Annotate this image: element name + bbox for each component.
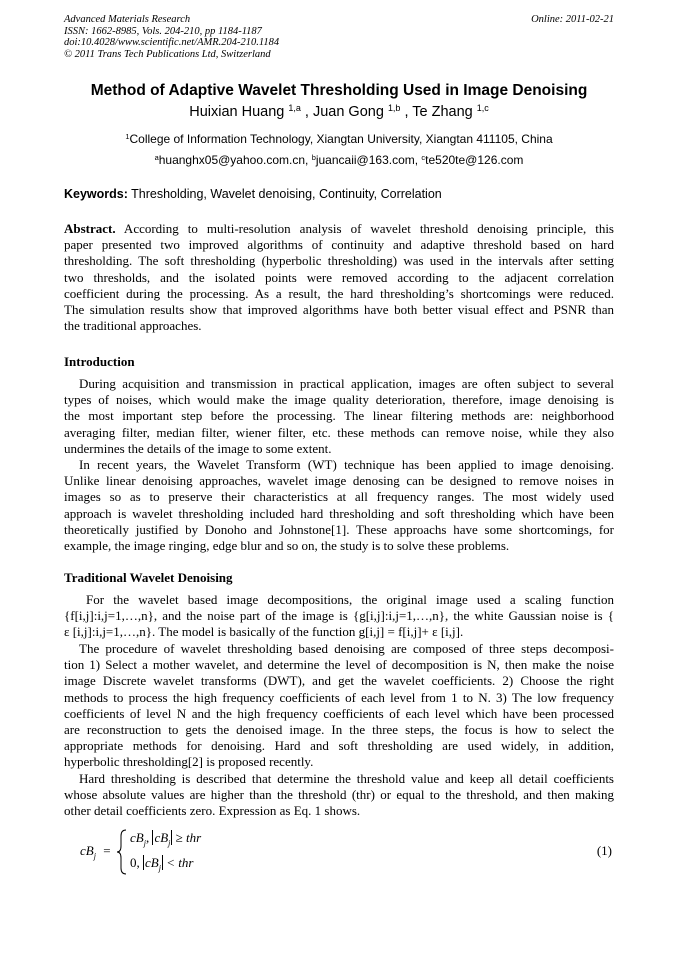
author-sup: 1,a [288,103,301,114]
traditional-paragraph-2 [64,641,614,771]
paragraph-line: coefficients of level N and the high frequency coefficients of each level which have been processed [64,705,614,721]
abstract-label: Abstract. [64,221,116,236]
email-link[interactable]: juancaii@163.com, [315,153,419,167]
paragraph-line: the most important step before the processing. The linear filtering methods are: neighborhood [64,408,614,424]
paragraph-line: methods to process the high frequency coefficients of each level from 1 to N. 3) The low frequency [64,689,614,705]
paragraph-line: The procedure of wavelet thresholding based denoising are composed of three steps decomposi- [79,641,614,656]
email-list [0,153,678,167]
email-link[interactable]: te520te@126.com [425,153,524,167]
author-sup: 1,c [476,103,489,114]
keywords [64,187,442,201]
paper-title: Method of Adaptive Wavelet Thresholding Used in Image Denoising [90,82,588,99]
equation-number: (1) [596,843,612,858]
email-sup: b [311,152,316,162]
author-sup: 1,b [387,103,401,114]
paragraph-line: whose absolute values are higher than the threshold (thr) or equal to the threshold, and then making [64,787,614,803]
paragraph-line: example, the image ringing, edge blur and so on, the study is to solve these problems. [64,538,510,554]
intro-paragraph-2 [64,457,614,554]
equation-case-2: 0, $cB_j$ < thr [130,855,194,873]
affiliation-text: College of Information Technology, Xiangtan University, Xiangtan 411105, China [129,132,553,146]
paragraph-line: averaging filter, median filter, wiener filter, etc. these methods can remove noise, while they also [64,424,614,440]
left-brace [116,828,128,876]
section-heading-traditional: Traditional Wavelet Denoising [64,570,233,585]
paragraph-line: Hard thresholding is described that determine the threshold value and keep all detail coefficients [79,771,614,786]
abstract-line: the traditional approaches. [64,318,202,334]
keywords-label: Keywords: [64,187,128,201]
paragraph-line: are reconstruction to gets the denoised image. In the three steps, the focus is how to select the [64,722,614,738]
abstract-line: two thresholds, and the isolated points were removed according to the adjacent correlation [64,269,614,285]
paragraph-line: undermines the details of the image to some extent. [64,440,332,456]
email-link[interactable]: huanghx05@yahoo.com.cn, [158,153,309,167]
paragraph-line: During acquisition and transmission in practical application, images are often subject to several [79,376,614,391]
abstract-line: According to multi-resolution analysis of wavelet threshold denoising principle, this [115,221,614,236]
intro-paragraph-1 [64,376,614,457]
paragraph-line: In recent years, the Wavelet Transform (WT) technique has been applied to image denoising. [79,457,614,472]
paragraph-line: other detail coefficients zero. Expression as Eq. 1 shows. [64,803,361,819]
paragraph-line: types of noises, which would make the image quality deterioration, therefore, image denoising is [64,392,614,408]
author-list [0,104,678,120]
author-name: , Juan Gong [304,104,384,120]
affiliation-sup: 1 [125,131,130,141]
paragraph-line: For the wavelet based image decompositions, the original image used a scaling function [86,592,614,607]
abstract-line: coefficient during the processing. As a result, the hard thresholding’s shortcomings were reduced. [64,285,614,301]
paragraph-line: appropriate methods for denoising. Hard and soft thresholding are used widely, in addition, [64,738,614,754]
online-date: Online: 2011-02-21 [531,14,614,25]
doi: doi:10.4028/www.scientific.net/AMR.204-210.1184 [64,37,280,48]
equation-1 [80,828,620,876]
journal-name: Advanced Materials Research [64,14,191,25]
email-sup: a [154,152,159,162]
author-name: Huixian Huang [189,104,285,120]
abstract [64,221,614,334]
author-name: , Te Zhang [404,104,473,120]
equation-lhs: $cB_j$ = [80,843,111,861]
traditional-paragraph-3 [64,771,614,820]
traditional-paragraph-1 [64,592,614,641]
running-header [64,14,279,60]
email-sup: c [421,152,426,162]
keywords-text: Thresholding, Wavelet denoising, Continuity, Correlation [127,187,442,201]
abstract-line: paper presented two improved algorithms of continuity and adaptive threshold based on hard [64,237,614,253]
paragraph-line: ε [i,j]:i,j=1,…,n}. The model is basically of the function g[i,j] = f[i,j]+ ε [i,j]. [64,624,464,640]
equation-case-1: $cB_j$, $cB_j$ ≥ thr [130,830,202,848]
paragraph-line: theoretically justified by Donoho and Johnstone[1]. These approachs have some shortcomings, for [64,521,614,537]
paragraph-line: {f[i,j]:i,j=1,…,n}, and the noise part of the image is {g[i,j]:i,j=1,…,n}, the white Gaussian noise is { [64,608,614,624]
paragraph-line: tion 1) Select a mother wavelet, and determine the level of decomposition is N, then make the noise [64,657,614,673]
paragraph-line: hyperbolic thresholding[2] is proposed recently. [64,754,314,770]
abstract-line: thresholding. The soft thresholding (hyperbolic thresholding) was used in the intervals after setting [64,253,614,269]
issn: ISSN: 1662-8985, Vols. 204-210, pp 1184-1187 [64,25,262,37]
abstract-line: The simulation results show that improved algorithms have both better visual effect and PSNR than [64,302,614,318]
copyright: © 2011 Trans Tech Publications Ltd, Switzerland [64,48,271,60]
affiliation [0,132,678,146]
section-heading-introduction: Introduction [64,354,135,369]
paragraph-line: images so as to preserve their characteristics at all frequency ranges. The most widely used [64,489,614,505]
paragraph-line: image Discrete wavelet transforms (DWT), and get the wavelet coefficients. 2) Choose the right [64,673,614,689]
paragraph-line: approach is wavelet thresholding included hard thresholding and soft thresholding which have been [64,505,614,521]
paragraph-line: Unlike linear denoising approaches, wavelet image denosing can be designed to remove noises in [64,473,614,489]
